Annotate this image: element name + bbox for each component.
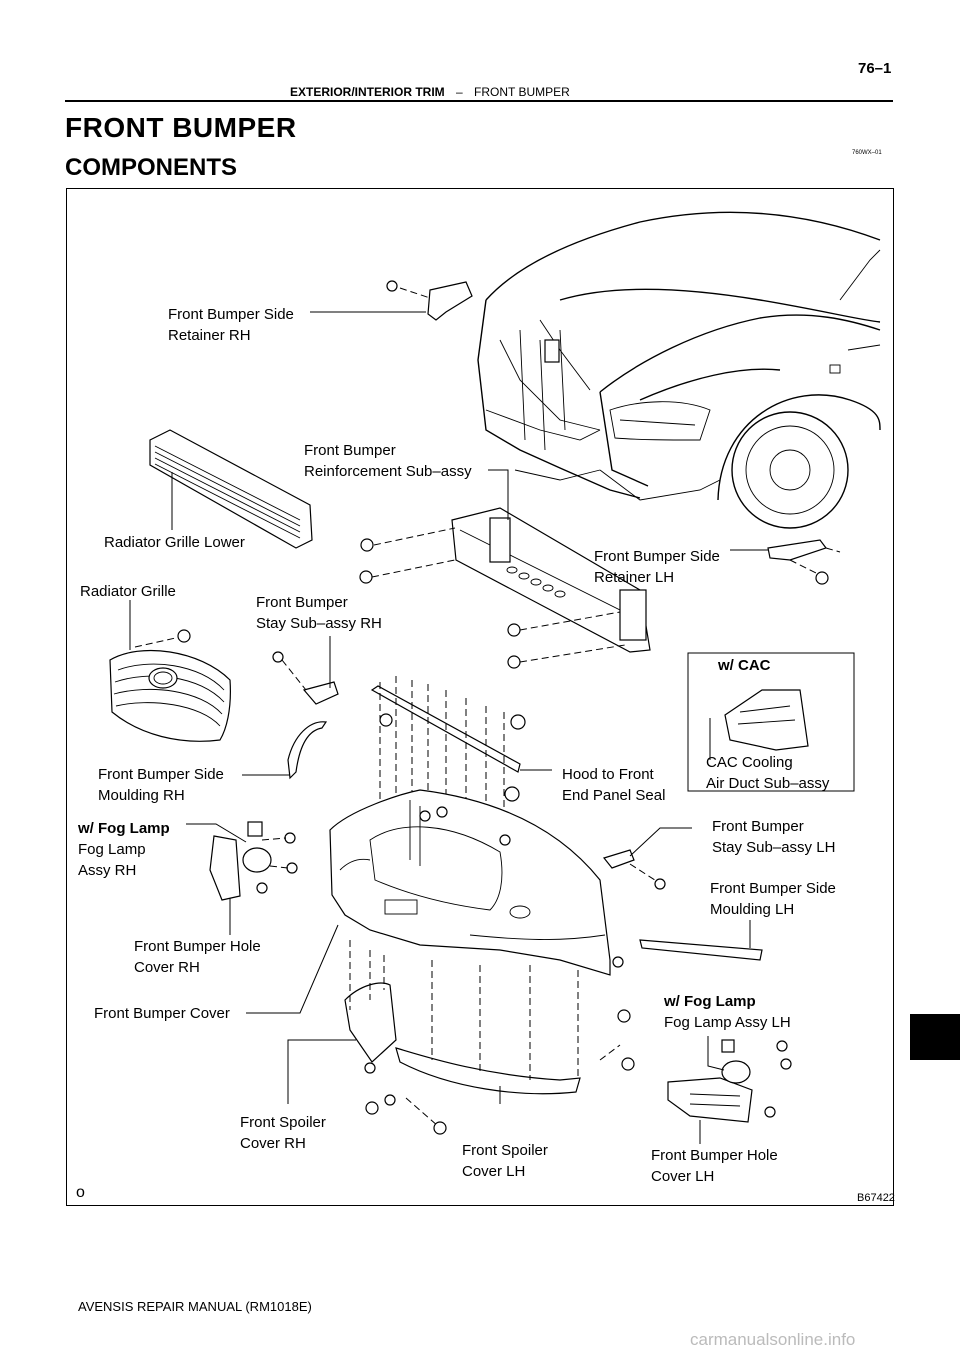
side-moulding-lh-part (640, 940, 762, 960)
figure-mark: o (76, 1184, 85, 1201)
label-hood-seal: Hood to Front End Panel Seal (562, 766, 666, 804)
section-title: COMPONENTS (65, 154, 238, 181)
section-tab-marker (910, 1014, 960, 1060)
label-radiator-grille-lower: Radiator Grille Lower (104, 534, 245, 551)
label-stay-rh: Front Bumper Stay Sub–assy RH (256, 594, 382, 632)
label-bumper-cover: Front Bumper Cover (94, 1005, 230, 1022)
side-retainer-rh-part (387, 281, 472, 320)
label-spoiler-rh: Front Spoiler Cover RH (240, 1114, 326, 1152)
label-cac-condition: w/ CAC (718, 657, 771, 674)
figure-id: B67422 (857, 1192, 895, 1204)
label-side-retainer-lh: Front Bumper Side Retainer LH (594, 548, 720, 586)
label-hole-cover-lh: Front Bumper Hole Cover LH (651, 1147, 778, 1185)
label-moulding-lh: Front Bumper Side Moulding LH (710, 880, 836, 918)
label-spoiler-lh: Front Spoiler Cover LH (462, 1142, 548, 1180)
label-side-retainer-rh: Front Bumper Side Retainer RH (168, 306, 294, 344)
bumper-stay-rh-part (273, 652, 338, 704)
label-fog-lamp-lh: w/ Fog Lamp Fog Lamp Assy LH (664, 993, 791, 1031)
header-separator: – (456, 85, 463, 99)
label-radiator-grille: Radiator Grille (80, 583, 176, 600)
vehicle-body-illustration (478, 212, 880, 528)
label-cac-duct: CAC Cooling Air Duct Sub–assy (706, 754, 830, 792)
label-moulding-rh: Front Bumper Side Moulding RH (98, 766, 224, 804)
bumper-stay-lh-part (604, 850, 665, 889)
page-title: FRONT BUMPER (65, 112, 297, 143)
radiator-grille-part (110, 630, 230, 741)
label-fog-lamp-rh: w/ Fog Lamp Fog Lamp Assy RH (78, 820, 170, 879)
header-subsection: FRONT BUMPER (474, 85, 570, 99)
radiator-grille-lower-part (150, 430, 312, 548)
fog-lamp-rh-part (210, 822, 297, 900)
fog-lamp-lh-part (668, 1040, 791, 1122)
footer-manual-name: AVENSIS REPAIR MANUAL (RM1018E) (78, 1299, 312, 1314)
label-reinforcement: Front Bumper Reinforcement Sub–assy (304, 442, 472, 480)
side-retainer-lh-part (768, 540, 840, 584)
label-stay-lh: Front Bumper Stay Sub–assy LH (712, 818, 836, 856)
label-hole-cover-rh: Front Bumper Hole Cover RH (134, 938, 261, 976)
document-code: 760WX–01 (852, 150, 882, 156)
header-section: EXTERIOR/INTERIOR TRIM (290, 85, 445, 99)
page-number: 76–1 (858, 60, 892, 77)
bumper-cover-part (330, 790, 623, 975)
side-moulding-rh-part (288, 722, 326, 778)
reinforcement-part (360, 508, 650, 668)
watermark: carmanualsonline.info (690, 1330, 856, 1349)
